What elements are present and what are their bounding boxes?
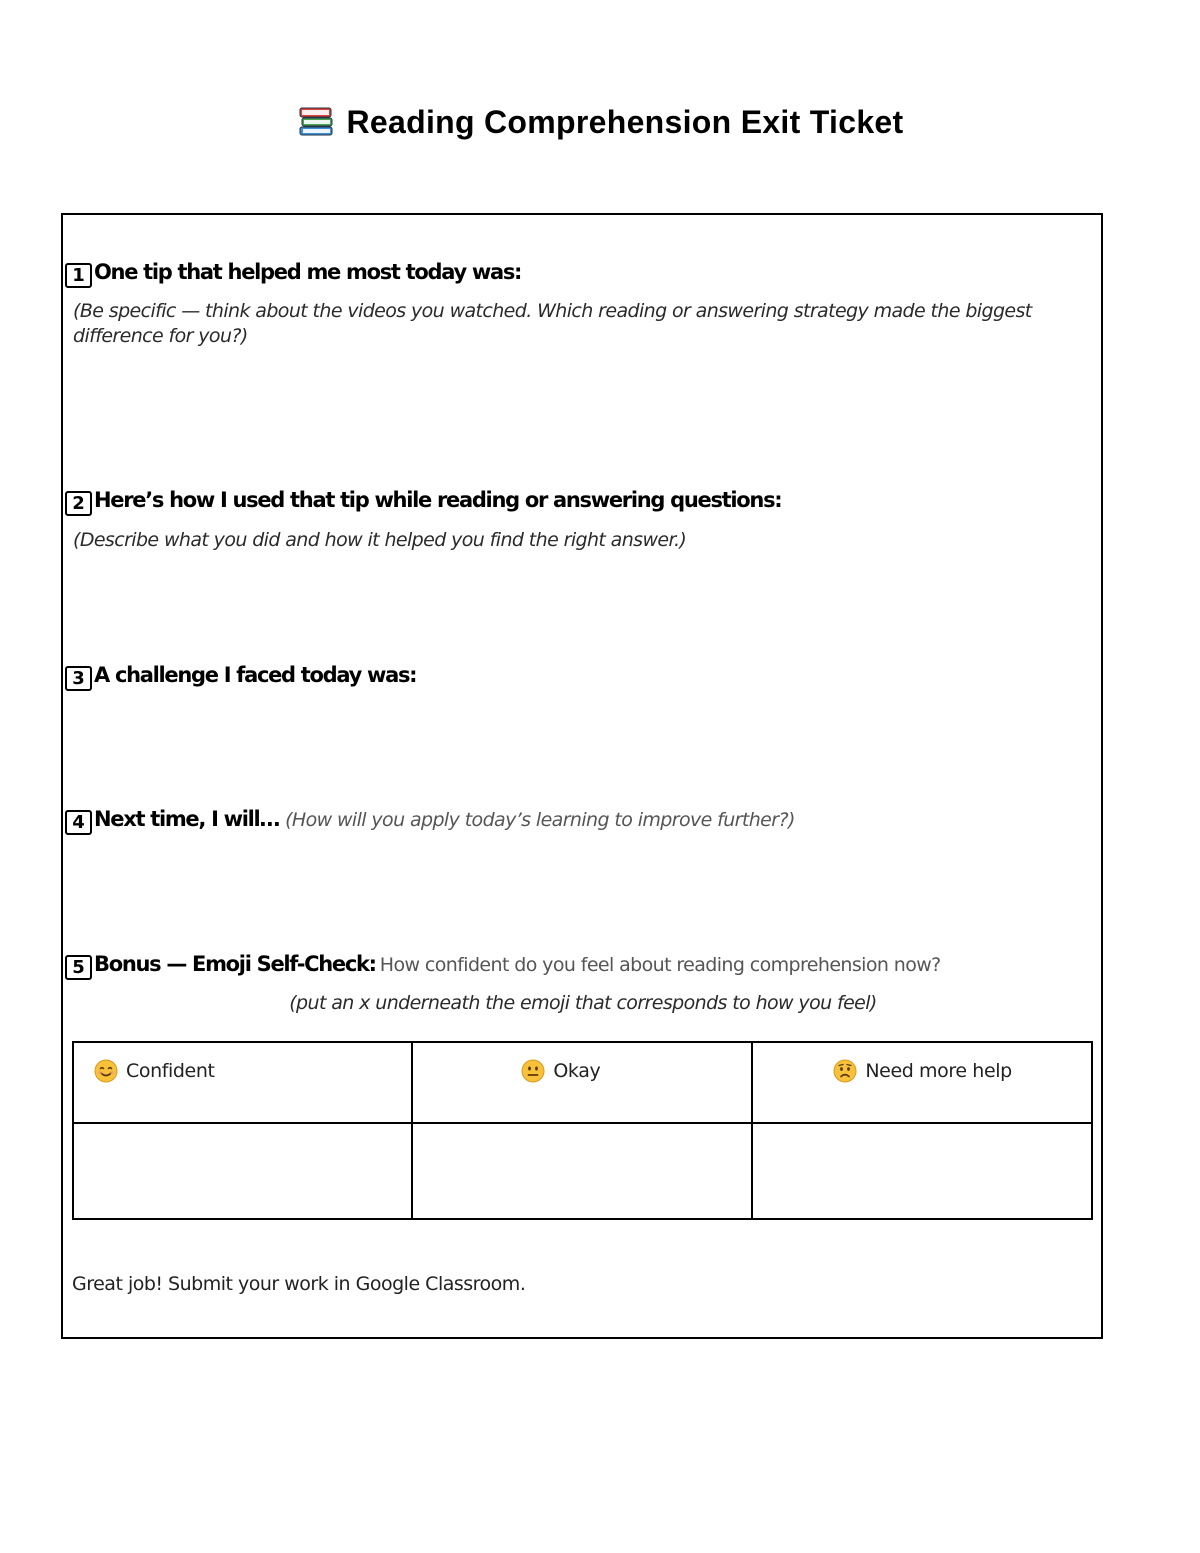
question-2	[65, 487, 1089, 516]
question-5	[65, 951, 1089, 980]
number-5-badge: 5	[65, 955, 92, 980]
question-4-hint: (How will you apply today’s learning to improve further?)	[285, 809, 795, 831]
question-1	[65, 259, 1089, 288]
okay-label: Okay	[553, 1060, 601, 1082]
question-5-prompt: How confident do you feel about reading comprehension now?	[379, 954, 941, 976]
worried-face-icon	[833, 1059, 857, 1083]
number-3-badge: 3	[65, 666, 92, 691]
footer-note: Great job! Submit your work in Google Classroom.	[72, 1273, 526, 1295]
neutral-face-icon	[521, 1059, 545, 1083]
question-2-label: Here’s how I used that tip while reading or answering questions:	[94, 488, 782, 512]
self-check-header-row	[73, 1042, 1092, 1123]
smiling-face-icon	[94, 1059, 118, 1083]
number-4-badge: 4	[65, 810, 92, 835]
confident-answer-cell[interactable]	[73, 1123, 412, 1219]
question-3-label: A challenge I faced today was:	[94, 663, 417, 687]
self-check-instruction: (put an x underneath the emoji that corresponds to how you feel)	[289, 992, 877, 1014]
question-5-label: Bonus — Emoji Self-Check:	[94, 952, 376, 976]
number-1-badge: 1	[65, 263, 92, 288]
question-3	[65, 662, 1089, 691]
confident-cell	[73, 1042, 412, 1123]
question-4	[65, 806, 1089, 835]
title-text: Reading Comprehension Exit Ticket	[346, 104, 904, 140]
question-1-label: One tip that helped me most today was:	[94, 260, 522, 284]
confident-label: Confident	[126, 1060, 215, 1082]
question-2-hint: (Describe what you did and how it helped you find the right answer.)	[73, 529, 687, 551]
self-check-answer-row	[73, 1123, 1092, 1219]
need-more-help-cell	[752, 1042, 1092, 1123]
books-icon	[297, 105, 335, 137]
number-2-badge: 2	[65, 491, 92, 516]
self-check-table	[72, 1041, 1093, 1220]
question-1-hint: (Be specific — think about the videos you watched. Which reading or answering strategy made the biggest difference for you?)	[73, 300, 1032, 347]
question-4-label: Next time, I will…	[94, 807, 280, 831]
page-title	[0, 104, 1200, 141]
okay-answer-cell[interactable]	[412, 1123, 752, 1219]
exit-ticket-frame	[61, 213, 1103, 1339]
need-more-help-label: Need more help	[865, 1060, 1012, 1082]
need-more-help-answer-cell[interactable]	[752, 1123, 1092, 1219]
okay-cell	[412, 1042, 752, 1123]
